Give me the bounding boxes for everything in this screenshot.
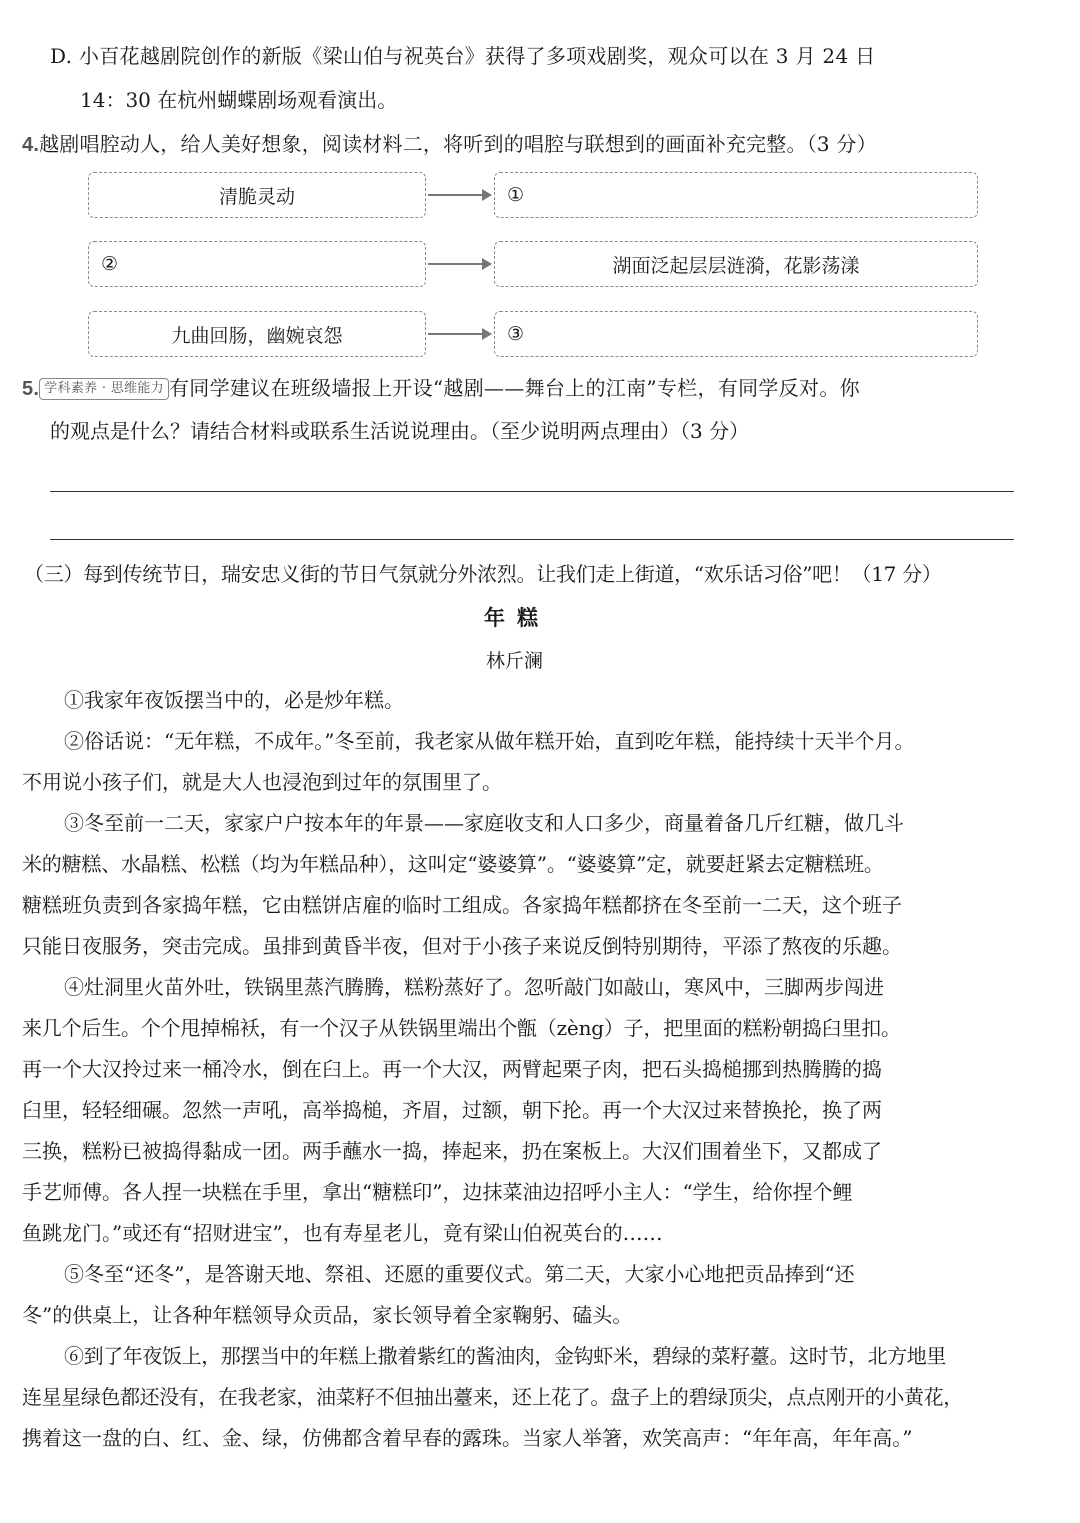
passage-line: ⑥到了年夜饭上，那摆当中的年糕上撒着紫红的酱油肉，金钩虾米，碧绿的菜籽薹。这时节，北方地里 [64, 1344, 946, 1368]
q4-row1-left-text: 清脆灵动 [218, 185, 295, 208]
passage-line: 只能日夜服务，突击完成。虽排到黄昏半夜，但对于小孩子来说反倒特别期待，平添了熬夜的乐趣。 [22, 934, 902, 958]
option-d-line1: D. 小百花越剧院创作的新版《梁山伯与祝英台》获得了多项戏剧奖，观众可以在 3 月 24 日 [50, 44, 876, 68]
q4-row3-right-text: ③ [507, 323, 525, 345]
question-4 [22, 130, 877, 159]
question-5-number: 5. [22, 378, 40, 400]
passage-line: 糖糕班负责到各家捣年糕，它由糕饼店雇的临时工组成。各家捣年糕都挤在冬至前一二天，这个班子 [22, 893, 902, 917]
section-3-heading: （三）每到传统节日，瑞安忠义街的节日气氛就分外浓烈。让我们走上街道，“欢乐话习俗”吧！（17 分） [24, 562, 942, 586]
passage-line: 来几个后生。个个甩掉棉袄，有一个汉子从铁锅里端出个甑（zèng）子，把里面的糕粉朝捣臼里扣。 [22, 1016, 901, 1040]
passage-line: 连星星绿色都还没有，在我老家，油菜籽不但抽出薹来，还上花了。盘子上的碧绿顶尖，点点刚开的小黄花， [22, 1385, 963, 1409]
passage-line: 再一个大汉拎过来一桶冷水，倒在臼上。再一个大汉，两臂起栗子肉，把石头捣槌挪到热腾腾的捣 [22, 1057, 882, 1081]
passage-line: 携着这一盘的白、红、金、绿，仿佛都含着早春的露珠。当家人举箸，欢笑高声：“年年高，年年高。” [22, 1426, 913, 1450]
skill-tag-badge: 学科素养 · 思维能力 [39, 378, 169, 400]
q4-row3-left-text: 九曲回肠，幽婉哀怨 [171, 324, 343, 347]
question-4-text: 越剧唱腔动人，给人美好想象，阅读材料二，将听到的唱腔与联想到的画面补充完整。（3 分） [39, 132, 877, 156]
passage-line: 鱼跳龙门。”或还有“招财进宝”，也有寿星老儿，竟有梁山伯祝英台的…… [22, 1221, 663, 1245]
option-d-line2: 14：30 在杭州蝴蝶剧场观看演出。 [80, 88, 398, 112]
q4-row1-left-box [88, 172, 426, 218]
answer-line-1[interactable] [50, 491, 1014, 492]
passage-line: ④灶洞里火苗外吐，铁锅里蒸汽腾腾，糕粉蒸好了。忽听敲门如敲山，寒风中，三脚两步闯进 [64, 975, 884, 999]
passage-line: 手艺师傅。各人捏一块糕在手里，拿出“糖糕印”，边抹菜油边招呼小主人：“学生，给你捏个鲤 [22, 1180, 853, 1204]
passage-line: ②俗话说：“无年糕，不成年。”冬至前，我老家从做年糕开始，直到吃年糕，能持续十天半个月。 [64, 729, 915, 753]
answer-line-2[interactable] [50, 539, 1014, 540]
passage-author: 林斤澜 [486, 650, 544, 672]
question-4-number: 4. [22, 134, 40, 156]
passage-line: ③冬至前一二天，家家户户按本年的年景——家庭收支和人口多少，商量着备几斤红糖，做几斗 [64, 811, 904, 835]
q4-row1-right-box[interactable] [494, 172, 978, 218]
q4-row2-right-text: 湖面泛起层层涟漪，花影荡漾 [612, 254, 860, 277]
q4-row2-arrow-icon [428, 263, 490, 265]
q4-row1-arrow-icon [428, 194, 490, 196]
passage-line: 臼里，轻轻细碾。忽然一声吼，高举捣槌，齐眉，过额，朝下抡。再一个大汉过来替换抡，换了两 [22, 1098, 882, 1122]
passage-line: 不用说小孩子们，就是大人也浸泡到过年的氛围里了。 [22, 770, 502, 794]
question-5-line2: 的观点是什么？请结合材料或联系生活说说理由。（至少说明两点理由）（3 分） [50, 419, 750, 443]
q4-row3-arrow-icon [428, 333, 490, 335]
passage-title: 年糕 [484, 605, 550, 630]
question-5 [22, 374, 860, 403]
passage-line: 冬”的供桌上，让各种年糕领导众贡品，家长领导着全家鞠躬、磕头。 [22, 1303, 633, 1327]
passage-line: ①我家年夜饭摆当中的，必是炒年糕。 [64, 688, 404, 712]
q4-row2-left-box[interactable] [88, 241, 426, 287]
q4-row1-right-text: ① [507, 184, 525, 206]
question-5-line1: 有同学建议在班级墙报上开设“越剧——舞台上的江南”专栏，有同学反对。你 [168, 376, 860, 400]
q4-row2-left-text: ② [101, 253, 119, 275]
passage-line: ⑤冬至“还冬”，是答谢天地、祭祖、还愿的重要仪式。第二天，大家小心地把贡品捧到“还 [64, 1262, 855, 1286]
q4-row2-right-box [494, 241, 978, 287]
passage-line: 米的糖糕、水晶糕、松糕（均为年糕品种），这叫定“婆婆算”。“婆婆算”定，就要赶紧去定糖糕班。 [22, 852, 884, 876]
q4-row3-left-box [88, 311, 426, 357]
passage-line: 三换，糕粉已被捣得黏成一团。两手蘸水一捣，捧起来，扔在案板上。大汉们围着坐下，又都成了 [22, 1139, 882, 1163]
q4-row3-right-box[interactable] [494, 311, 978, 357]
